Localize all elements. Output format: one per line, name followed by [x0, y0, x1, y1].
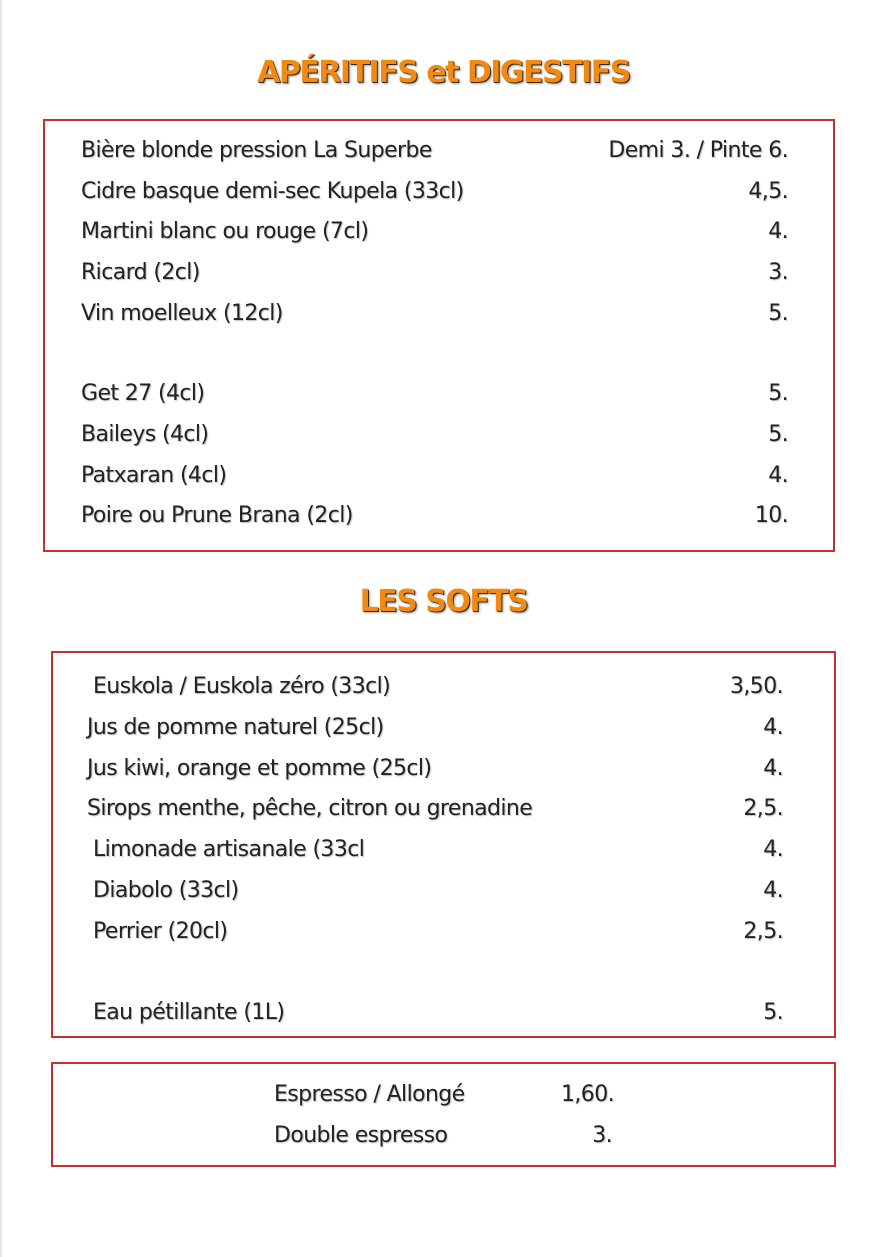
item-price: 3. — [592, 1123, 612, 1148]
item-name: Bière blonde pression La Superbe — [81, 138, 432, 163]
item-name: Poire ou Prune Brana (2cl) — [81, 503, 353, 528]
item-price: 5. — [768, 381, 788, 406]
item-price: 2,5. — [743, 919, 783, 944]
item-name: Baileys (4cl) — [81, 422, 209, 447]
menu-item — [87, 792, 783, 826]
menu-item — [93, 996, 783, 1030]
item-price: 4. — [763, 756, 783, 781]
item-name: Get 27 (4cl) — [81, 381, 205, 406]
item-price: 10. — [754, 503, 788, 528]
item-name: Eau pétillante (1L) — [93, 1000, 285, 1025]
item-name: Jus kiwi, orange et pomme (25cl) — [87, 756, 432, 781]
item-price: 3,50. — [730, 674, 783, 699]
item-price: 3. — [768, 260, 788, 285]
item-name: Diabolo (33cl) — [93, 878, 239, 903]
item-price: 2,5. — [743, 796, 783, 821]
item-name: Perrier (20cl) — [93, 919, 228, 944]
item-price: Demi 3. / Pinte 6. — [608, 138, 788, 163]
menu-item — [93, 833, 783, 867]
item-name: Ricard (2cl) — [81, 260, 200, 285]
item-price: 4,5. — [748, 179, 788, 204]
item-name: Jus de pomme naturel (25cl) — [87, 715, 384, 740]
menu-item — [81, 459, 788, 493]
menu-item — [81, 256, 788, 290]
menu-item — [81, 297, 788, 331]
aperitifs-box — [43, 119, 835, 552]
item-price: 4. — [768, 463, 788, 488]
menu-item — [81, 499, 788, 533]
item-price: 4. — [763, 878, 783, 903]
menu-item — [81, 418, 788, 452]
item-name: Martini blanc ou rouge (7cl) — [81, 219, 369, 244]
item-name: Cidre basque demi-sec Kupela (33cl) — [81, 179, 464, 204]
item-price: 5. — [768, 422, 788, 447]
menu-item — [87, 752, 783, 786]
item-name: Patxaran (4cl) — [81, 463, 227, 488]
menu-item — [274, 1078, 614, 1112]
menu-item — [93, 874, 783, 908]
menu-item — [93, 915, 783, 949]
coffee-box — [51, 1062, 836, 1167]
item-price: 1,60. — [561, 1082, 614, 1107]
item-price: 4. — [768, 219, 788, 244]
item-name: Sirops menthe, pêche, citron ou grenadine — [87, 796, 533, 821]
menu-item — [81, 215, 788, 249]
item-price: 5. — [763, 1000, 783, 1025]
item-name: Espresso / Allongé — [274, 1082, 465, 1107]
item-name: Euskola / Euskola zéro (33cl) — [93, 674, 391, 699]
page-edge-line — [0, 0, 2, 1257]
item-price: 4. — [763, 837, 783, 862]
menu-item — [93, 670, 783, 704]
menu-item — [274, 1119, 612, 1153]
softs-title: LES SOFTS — [359, 584, 528, 619]
item-name: Vin moelleux (12cl) — [81, 301, 283, 326]
menu-item — [87, 711, 783, 745]
softs-box — [51, 651, 836, 1038]
item-name: Double espresso — [274, 1123, 448, 1148]
item-name: Limonade artisanale (33cl — [93, 837, 365, 862]
menu-item — [81, 134, 788, 168]
item-price: 5. — [768, 301, 788, 326]
aperitifs-title: APÉRITIFS et DIGESTIFS — [257, 55, 630, 90]
menu-item — [81, 377, 788, 411]
item-price: 4. — [763, 715, 783, 740]
menu-item — [81, 175, 788, 209]
